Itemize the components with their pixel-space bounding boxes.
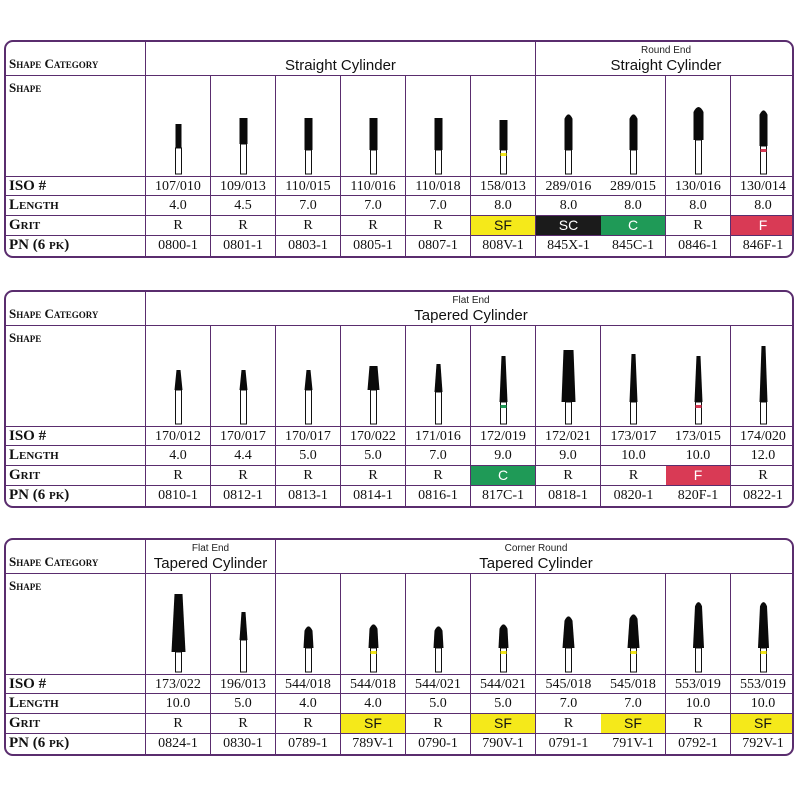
length-value: 10.0	[731, 694, 794, 714]
bur-head	[565, 114, 573, 150]
shape-category-label: Shape Category	[6, 42, 146, 76]
grit-value: R	[406, 216, 471, 236]
bur-shank	[306, 390, 312, 424]
pn-value: 0820-1	[613, 488, 654, 503]
shape-cell	[146, 574, 211, 674]
grit-value: R	[276, 714, 341, 734]
category-title: Straight Cylinder	[610, 57, 722, 74]
length-value: 5.0	[276, 446, 341, 466]
grit-value: R	[211, 216, 276, 236]
pn-label: PN (6 pk)	[6, 734, 146, 754]
grit-band	[696, 405, 702, 408]
bur-shape-icon	[601, 574, 666, 674]
shape-label: Shape	[6, 76, 146, 176]
bur-shank	[566, 150, 572, 174]
bur-shape-icon	[601, 76, 666, 176]
pn-value: 845X-1	[547, 238, 590, 253]
grit-value: SF	[341, 714, 406, 734]
bur-head	[758, 602, 769, 648]
shape-category-label: Shape Category	[6, 292, 146, 326]
bur-shape-icon	[536, 574, 601, 674]
grit-value: R	[406, 466, 471, 486]
shape-cell	[536, 574, 601, 674]
bur-shank	[241, 144, 247, 174]
length-value: 10.0	[666, 446, 731, 466]
length-value: 5.0	[341, 446, 406, 466]
category-title: Tapered Cylinder	[414, 307, 528, 324]
pn-value: 0805-1	[341, 236, 406, 256]
shape-cell	[406, 574, 471, 674]
length-value: 4.0	[341, 694, 406, 714]
length-value: 10.0	[146, 694, 211, 714]
grit-band	[761, 651, 767, 654]
shape-cell	[406, 76, 471, 176]
bur-head	[435, 118, 443, 150]
pn-value: 0814-1	[341, 486, 406, 506]
shape-cell	[601, 326, 666, 426]
shape-category-header	[536, 42, 794, 76]
bur-shank	[761, 402, 767, 424]
pn-value: 0813-1	[276, 486, 341, 506]
pn-value: 820F-1	[666, 486, 731, 506]
bur-head	[176, 124, 182, 148]
bur-shank	[371, 150, 377, 174]
bur-shank	[696, 140, 702, 174]
pn-value: 790V-1	[471, 734, 536, 754]
bur-shape-icon	[471, 574, 536, 674]
category-subtitle: Corner Round	[504, 543, 568, 554]
bur-shape-icon	[146, 76, 211, 176]
length-value: 5.0	[471, 694, 536, 714]
bur-shape-icon	[731, 574, 794, 674]
bur-shape-icon	[601, 326, 666, 426]
grit-value: R	[536, 714, 601, 734]
pn-value: 845C-1	[601, 236, 666, 256]
iso-value: 173/017	[601, 426, 666, 446]
shape-cell	[471, 574, 536, 674]
category-subtitle: Round End	[640, 45, 692, 56]
iso-value: 107/010	[146, 176, 211, 196]
pn-label: PN (6 pk)	[6, 486, 146, 506]
pn-value: 817C-1	[471, 486, 536, 506]
grit-value: R	[536, 466, 601, 486]
shape-category-header	[146, 42, 536, 76]
iso-value: 544/021	[406, 674, 471, 694]
bur-head	[370, 118, 378, 150]
shape-cell	[601, 574, 666, 674]
length-value: 5.0	[211, 694, 276, 714]
pn-value: 791V-1	[601, 734, 666, 754]
iso-value: 545/018	[536, 674, 601, 694]
iso-label: ISO #	[6, 674, 146, 694]
length-value: 7.0	[276, 196, 341, 216]
length-value: 8.0	[731, 196, 794, 216]
bur-shank	[436, 392, 442, 424]
shape-cell	[341, 326, 406, 426]
table-straight-cylinder	[4, 40, 794, 258]
pn-value: 0810-1	[146, 486, 211, 506]
pn-value: 0816-1	[406, 486, 471, 506]
pn-value: 0790-1	[406, 734, 471, 754]
iso-value: 544/021	[471, 674, 536, 694]
bur-shank	[371, 390, 377, 424]
iso-value: 170/017	[276, 426, 341, 446]
grit-value: F	[731, 216, 794, 236]
bur-shape-icon	[146, 574, 211, 674]
bur-head	[368, 366, 380, 390]
shape-category-label: Shape Category	[6, 540, 146, 574]
length-value: 4.0	[276, 694, 341, 714]
grit-value: R	[276, 466, 341, 486]
iso-value: 553/019	[731, 674, 794, 694]
grit-band	[501, 153, 507, 156]
iso-value: 545/018	[601, 674, 666, 694]
grit-band	[501, 405, 507, 408]
bur-shape-icon	[731, 326, 794, 426]
bur-shank	[631, 402, 637, 424]
bur-shape-icon	[731, 76, 794, 176]
iso-value: 544/018	[341, 674, 406, 694]
grit-value: C	[471, 466, 536, 486]
bur-shank	[436, 150, 442, 174]
bur-head	[628, 614, 640, 648]
spec-grid	[6, 292, 792, 506]
bur-shape-icon	[276, 574, 341, 674]
grit-value: R	[146, 466, 211, 486]
pn-value: 808V-1	[471, 236, 536, 256]
grit-value: R	[211, 714, 276, 734]
pn-value: 0800-1	[146, 236, 211, 256]
bur-shape-icon	[471, 76, 536, 176]
bur-shank	[566, 648, 572, 672]
bur-head	[304, 626, 314, 648]
iso-value: 289/015	[601, 176, 666, 196]
iso-value: 158/013	[471, 176, 536, 196]
iso-value: 173/022	[146, 674, 211, 694]
shape-cell	[276, 326, 341, 426]
length-value: 4.5	[211, 196, 276, 216]
length-value: 9.0	[536, 446, 601, 466]
shape-cell	[536, 76, 601, 176]
bur-head	[500, 120, 508, 150]
bur-head	[434, 626, 444, 648]
shape-cell	[341, 76, 406, 176]
bur-shape-icon	[341, 76, 406, 176]
bur-shape-icon	[666, 574, 731, 674]
grit-value: SF	[601, 714, 666, 734]
length-value: 7.0	[341, 196, 406, 216]
shape-cell	[211, 574, 276, 674]
category-subtitle: Flat End	[191, 543, 230, 554]
bur-shape-icon	[406, 326, 471, 426]
bur-shape-icon	[406, 574, 471, 674]
grit-value: R	[146, 714, 211, 734]
bur-shank	[241, 390, 247, 424]
bur-head	[695, 356, 703, 402]
shape-cell	[211, 326, 276, 426]
grit-value: R	[276, 216, 341, 236]
length-value: 5.0	[406, 694, 471, 714]
length-value: 12.0	[731, 446, 794, 466]
shape-label: Shape	[6, 326, 146, 426]
iso-value: 172/021	[536, 426, 601, 446]
shape-category-header	[146, 540, 276, 574]
pn-value: 0818-1	[536, 486, 601, 506]
bur-head	[305, 370, 313, 390]
category-title: Straight Cylinder	[285, 57, 396, 74]
grit-value: R	[666, 714, 731, 734]
shape-cell	[601, 76, 666, 176]
grit-value: SC	[536, 216, 601, 236]
iso-value: 171/016	[406, 426, 471, 446]
bur-shape-icon	[276, 326, 341, 426]
grit-band	[501, 651, 507, 654]
pn-value: 846F-1	[731, 236, 794, 256]
bur-head	[175, 370, 183, 390]
bur-shank	[696, 648, 702, 672]
shape-cell	[146, 326, 211, 426]
pn-value: 0801-1	[211, 236, 276, 256]
iso-value: 110/016	[341, 176, 406, 196]
bur-head	[630, 114, 638, 150]
bur-shape-icon	[471, 326, 536, 426]
shape-category-header	[146, 292, 794, 326]
shape-label: Shape	[6, 574, 146, 674]
bur-shape-icon	[536, 326, 601, 426]
grit-label: Grit	[6, 466, 146, 486]
pn-value: 0807-1	[406, 236, 471, 256]
bur-shape-icon	[341, 326, 406, 426]
grit-value: F	[666, 466, 731, 486]
iso-value: 174/020	[731, 426, 794, 446]
bur-shape-icon	[341, 574, 406, 674]
length-label: Length	[6, 446, 146, 466]
length-value: 9.0	[471, 446, 536, 466]
bur-head	[630, 354, 638, 402]
iso-value: 130/016	[666, 176, 731, 196]
bur-shank	[241, 640, 247, 672]
bur-shape-icon	[666, 326, 731, 426]
shape-cell	[471, 326, 536, 426]
iso-value: 289/016	[536, 176, 601, 196]
length-value: 7.0	[601, 694, 666, 714]
bur-shape-icon	[211, 574, 276, 674]
shape-cell	[536, 326, 601, 426]
bur-shank	[436, 648, 442, 672]
iso-value: 110/018	[406, 176, 471, 196]
category-title: Tapered Cylinder	[479, 555, 593, 572]
shape-cell	[276, 574, 341, 674]
pn-value: 0792-1	[666, 734, 731, 754]
iso-value: 130/014	[731, 176, 794, 196]
iso-value: 544/018	[276, 674, 341, 694]
length-label: Length	[6, 196, 146, 216]
bur-shape-icon	[666, 76, 731, 176]
bur-head	[499, 624, 509, 648]
pn-value: 0789-1	[276, 734, 341, 754]
bur-head	[172, 594, 186, 652]
length-value: 8.0	[666, 196, 731, 216]
bur-head	[562, 350, 576, 402]
bur-head	[305, 118, 313, 150]
pn-value: 0791-1	[548, 736, 589, 751]
length-value: 10.0	[601, 446, 666, 466]
pn-value: 0822-1	[731, 486, 794, 506]
grit-label: Grit	[6, 216, 146, 236]
bur-shank	[176, 390, 182, 424]
length-label: Length	[6, 694, 146, 714]
bur-head	[760, 346, 768, 402]
grit-value: R	[341, 466, 406, 486]
pn-value: 0830-1	[211, 734, 276, 754]
bur-shape-icon	[146, 326, 211, 426]
grit-label: Grit	[6, 714, 146, 734]
iso-value: 110/015	[276, 176, 341, 196]
shape-cell	[211, 76, 276, 176]
shape-cell	[666, 326, 731, 426]
iso-value: 109/013	[211, 176, 276, 196]
bur-head	[694, 107, 704, 140]
iso-label: ISO #	[6, 176, 146, 196]
bur-shank	[176, 652, 182, 672]
pn-value: 0812-1	[211, 486, 276, 506]
grit-value: SF	[471, 714, 536, 734]
shape-cell	[731, 76, 794, 176]
bur-shape-icon	[211, 326, 276, 426]
shape-cell	[146, 76, 211, 176]
shape-cell	[666, 76, 731, 176]
pn-value: 0824-1	[146, 734, 211, 754]
length-value: 8.0	[536, 196, 601, 216]
iso-value: 170/012	[146, 426, 211, 446]
bur-shank	[631, 150, 637, 174]
grit-value: R	[406, 714, 471, 734]
iso-label: ISO #	[6, 426, 146, 446]
length-value: 8.0	[471, 196, 536, 216]
pn-value: 792V-1	[731, 734, 794, 754]
bur-head	[693, 602, 704, 648]
bur-shank	[306, 150, 312, 174]
grit-band	[761, 149, 767, 152]
bur-head	[369, 624, 379, 648]
grit-band	[631, 651, 637, 654]
bur-shank	[176, 148, 182, 174]
grit-value: R	[601, 466, 666, 486]
shape-cell	[666, 574, 731, 674]
pn-label: PN (6 pk)	[6, 236, 146, 256]
shape-cell	[731, 574, 794, 674]
grit-value: SF	[471, 216, 536, 236]
bur-shank	[306, 648, 312, 672]
bur-shape-icon	[211, 76, 276, 176]
table-corner-round	[4, 538, 794, 756]
iso-value: 170/017	[211, 426, 276, 446]
length-value: 4.0	[146, 196, 211, 216]
shape-category-header	[276, 540, 794, 574]
length-value: 8.0	[601, 196, 666, 216]
shape-cell	[731, 326, 794, 426]
grit-value: C	[601, 216, 666, 236]
spec-grid	[6, 540, 792, 754]
bur-head	[240, 612, 248, 640]
bur-shape-icon	[406, 76, 471, 176]
grit-band	[371, 651, 377, 654]
iso-value: 553/019	[666, 674, 731, 694]
category-subtitle: Flat End	[452, 295, 490, 306]
pn-value: 0803-1	[276, 236, 341, 256]
iso-value: 172/019	[471, 426, 536, 446]
grit-value: R	[146, 216, 211, 236]
bur-head	[435, 364, 443, 392]
length-value: 4.4	[211, 446, 276, 466]
grit-value: R	[666, 216, 731, 236]
bur-shape-icon	[536, 76, 601, 176]
grit-value: R	[341, 216, 406, 236]
table-tapered-cylinder	[4, 290, 794, 508]
length-value: 7.0	[406, 196, 471, 216]
grit-value: R	[731, 466, 794, 486]
bur-head	[760, 110, 768, 146]
grit-value: SF	[731, 714, 794, 734]
grit-value: R	[211, 466, 276, 486]
iso-value: 196/013	[211, 674, 276, 694]
bur-head	[563, 616, 575, 648]
bur-head	[240, 370, 248, 390]
iso-value: 170/022	[341, 426, 406, 446]
bur-shape-icon	[276, 76, 341, 176]
pn-value: 0846-1	[666, 236, 731, 256]
length-value: 10.0	[666, 694, 731, 714]
bur-head	[500, 356, 508, 402]
pn-value: 789V-1	[341, 734, 406, 754]
category-title: Tapered Cylinder	[153, 555, 268, 572]
shape-cell	[276, 76, 341, 176]
iso-value: 173/015	[666, 426, 731, 446]
shape-cell	[341, 574, 406, 674]
bur-shank	[566, 402, 572, 424]
shape-cell	[471, 76, 536, 176]
length-value: 7.0	[406, 446, 471, 466]
bur-head	[240, 118, 248, 144]
shape-cell	[406, 326, 471, 426]
length-value: 7.0	[536, 694, 601, 714]
length-value: 4.0	[146, 446, 211, 466]
spec-grid	[6, 42, 792, 256]
